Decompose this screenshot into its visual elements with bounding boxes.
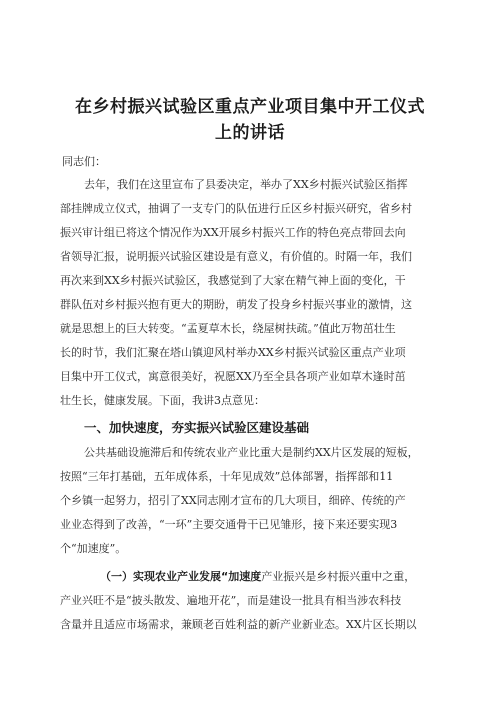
document-title-line1: 在乡村振兴试验区重点产业项目集中开工仪式 (75, 97, 425, 117)
body-line: 按照“三年打基础，五年成体系，十年见成效”总体部署，指挥部和11 (60, 470, 394, 483)
salutation: 同志们： (62, 155, 106, 168)
body-line: 再次来到XX乡村振兴试验区，我感觉到了大家在精气神上面的变化，干 (60, 274, 406, 287)
section-heading: 一、加快速度，夯实振兴试验区建设基础 (84, 420, 310, 435)
body-line: 振兴审计组已将这个情况作为XX开展乡村振兴工作的特色亮点带回去向 (60, 226, 406, 239)
body-line: 就是思想上的巨大转变。“孟夏草木长，绕屋树扶疏。”值此万物茁壮生 (60, 322, 396, 335)
subsection-text: 产业振兴是乡村振兴重中之重， (261, 570, 416, 583)
body-line: 部挂牌成立仪式，抽调了一支专门的队伍进行丘区乡村振兴研究，省乡村 (60, 202, 412, 215)
body-line: 产业兴旺不是“披头散发、遍地开花”，而是建设一批具有相当涉农科技 (60, 594, 402, 607)
body-line: 壮生长，健康发展。下面，我讲3点意见： (60, 394, 265, 407)
subsection-heading: （一）实现农业产业发展“加速度 (100, 570, 262, 583)
body-line: 个乡镇一起努力，招引了XX同志刚才宣布的几大项目，细碎、传统的产 (60, 494, 406, 507)
body-line: 含量并且适应市场需求，兼顾老百姓利益的新产业新业态。XX片区长期以 (60, 618, 417, 631)
body-line: 业业态得到了改善，“一环”主要交通骨干已见雏形，接下来还要实现3 (60, 518, 398, 531)
body-line: 群队伍对乡村振兴抱有更大的期盼，萌发了投身乡村振兴事业的激情，这 (60, 298, 412, 311)
body-line: 个“加速度”。 (60, 542, 127, 555)
body-line: 去年，我们在这里宣布了县委决定，举办了XX乡村振兴试验区指挥 (84, 178, 408, 191)
subsection-line (100, 570, 415, 584)
body-line: 公共基础设施滞后和传统农业产业比重大是制约XX片区发展的短板， (84, 446, 419, 459)
document-title-line2: 上的讲话 (215, 123, 285, 143)
body-line: 省领导汇报，说明振兴试验区建设是有意义，有价值的。时隔一年，我们 (60, 250, 412, 263)
body-line: 长的时节，我们汇聚在塔山镇迎风村举办XX乡村振兴试验区重点产业项 (60, 346, 406, 359)
body-line: 目集中开工仪式，寓意很美好，祝愿XX乃至全县各项产业如草木逢时茁 (60, 370, 406, 383)
